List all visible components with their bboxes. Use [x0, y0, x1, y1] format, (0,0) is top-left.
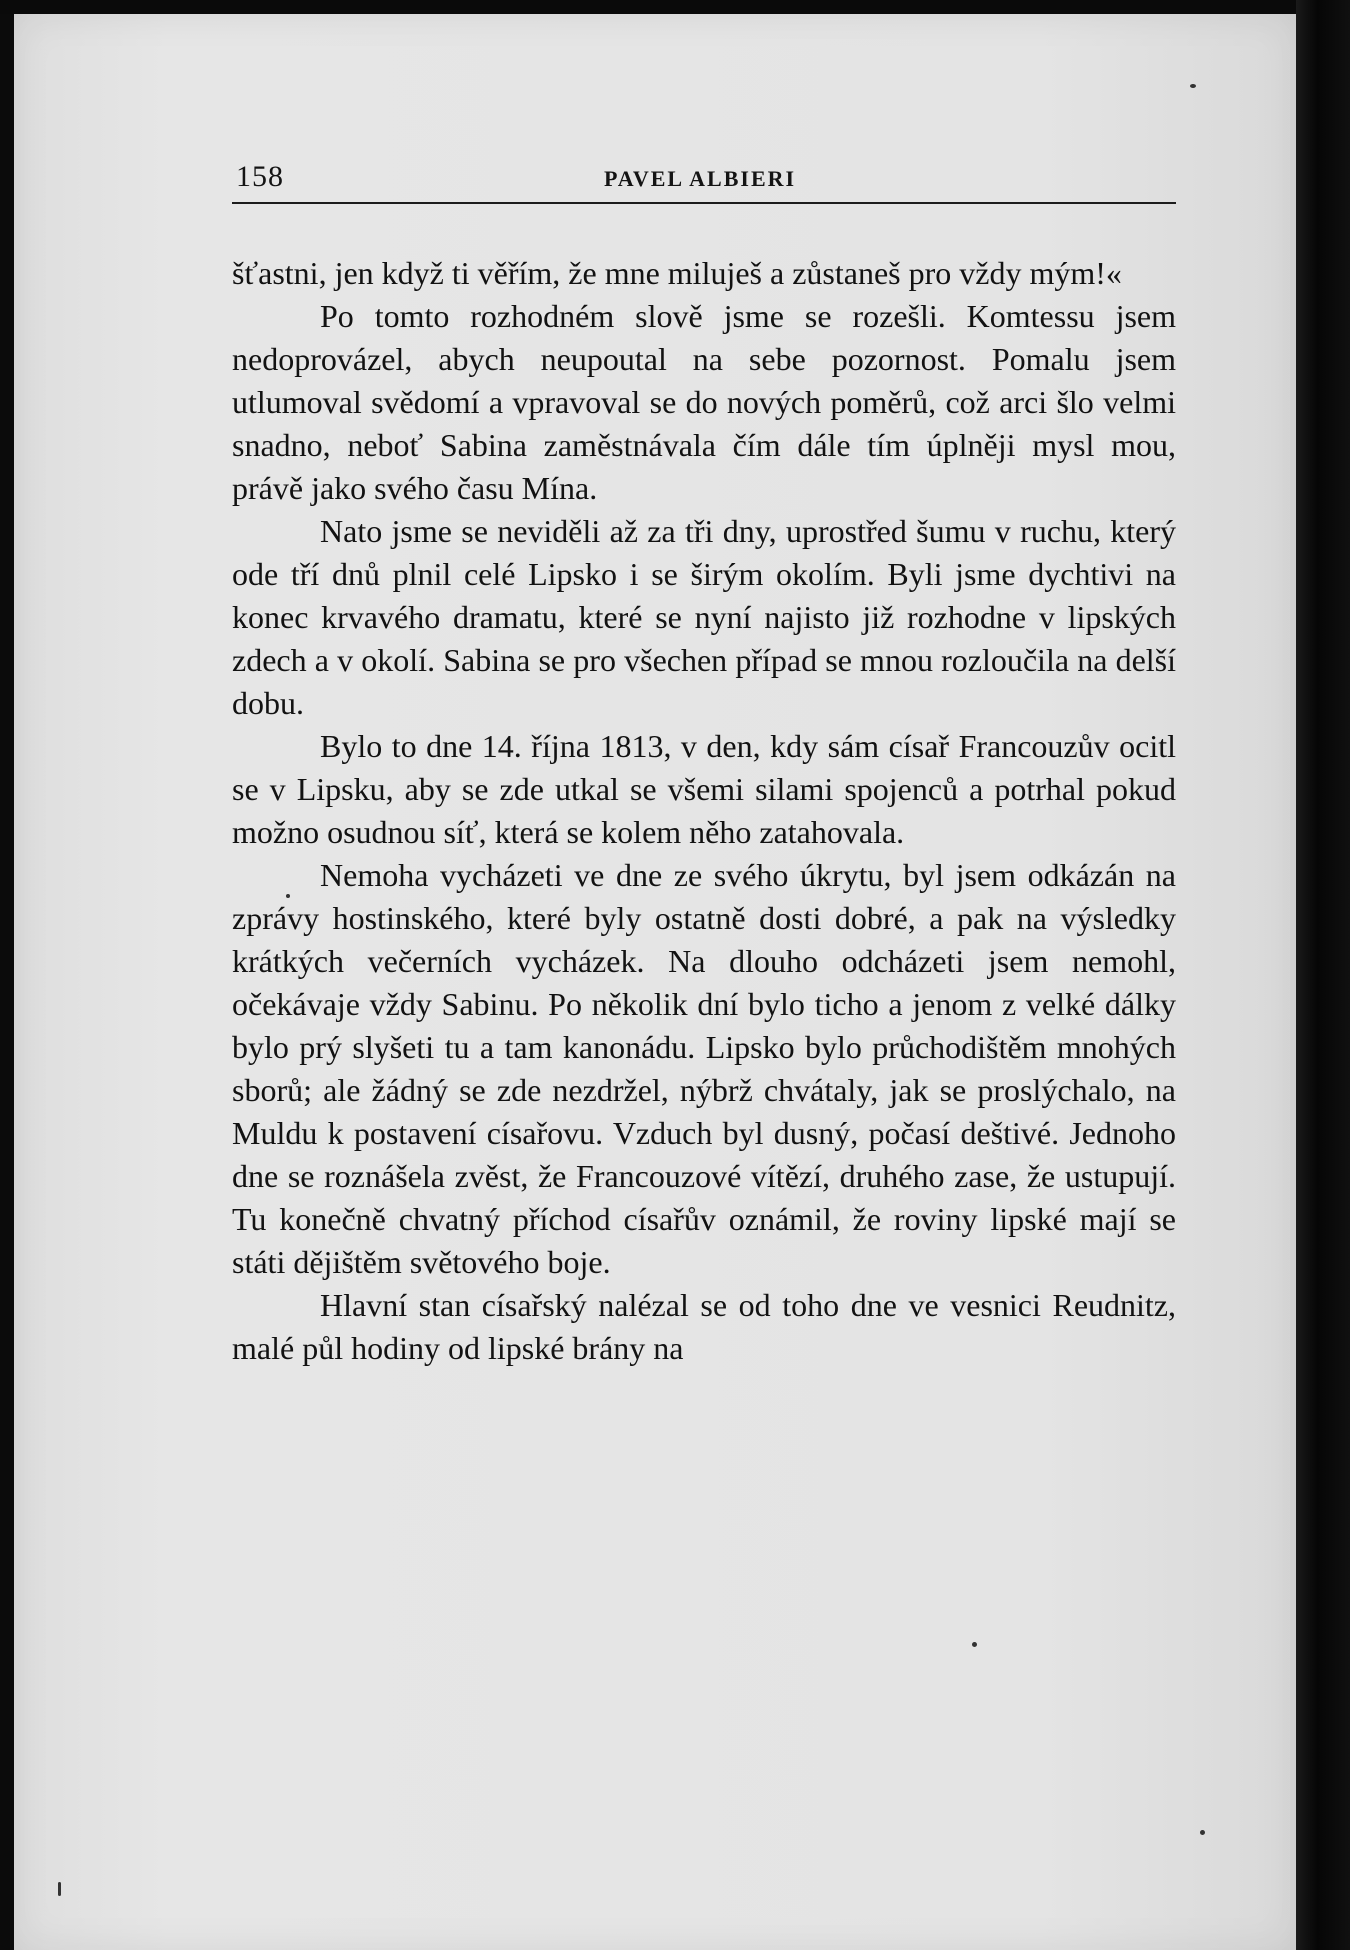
scan-top-border [0, 0, 1350, 14]
body-text [232, 252, 1176, 1370]
paragraph: Bylo to dne 14. října 1813, v den, kdy sám císař Francouzův ocitl se v Lipsku, aby se zde utkal se všemi silami spojenců a potrhal pokud možno osudnou síť, která se kolem něho zatahovala. [232, 728, 1176, 850]
paragraph: Hlavní stan císařský nalézal se od toho dne ve vesnici Reudnitz, malé půl hodiny od lipské brány na [232, 1287, 1176, 1366]
scan-speck [1190, 84, 1196, 88]
running-head: PAVEL ALBIERI [604, 166, 797, 191]
scan-speck [1200, 1830, 1205, 1835]
paragraph: Po tomto rozhodném slově jsme se rozešli. Komtessu jsem nedoprovázel, abych neupoutal na sebe pozornost. Pomalu jsem utlumoval svědomí a vpravoval se do nových poměrů, což arci šlo velmi snadno, neboť Sabina zaměstnávala čím dále tím úplněji mysl mou, právě jako svého času Mína. [232, 298, 1176, 506]
scan-speck [972, 1642, 977, 1647]
page-header [232, 156, 1176, 206]
paragraph: Nemoha vycházeti ve dne ze svého úkrytu, byl jsem odkázán na zprávy hostinského, které byly ostatně dosti dobré, a pak na výsledky krátkých večerních vycházek. Na dlouho odcházeti jsem nemohl, očekávaje vždy Sabinu. Po několik dní bylo ticho a jenom z velké dálky bylo prý slyšeti tu a tam kanonádu. Lipsko bylo průchodištěm mnohých sborů; ale žádný se zde nezdržel, nýbrž chvátaly, jak se proslýchalo, na Muldu k postavení císařovu. Vzduch byl dusný, počasí deštivé. Jednoho dne se roznášela zvěst, že Francouzové vítězí, druhého zase, že ustupují. Tu konečně chvatný příchod císařův oznámil, že roviny lipské mají se státi dějištěm světového boje. [232, 857, 1176, 1280]
paragraph: šťastni, jen když ti věřím, že mne miluješ a zůstaneš pro vždy mým!« [232, 255, 1122, 291]
page-number: 158 [236, 160, 284, 193]
scan-right-border [1296, 0, 1350, 1950]
header-rule [232, 202, 1176, 204]
scan-speck [58, 1882, 61, 1896]
paragraph: Nato jsme se neviděli až za tři dny, uprostřed šumu v ruchu, který ode tří dnů plnil celé Lipsko i se širým okolím. Byli jsme dychtivi na konec krvavého dramatu, které se nyní najisto již rozhodne v lipských zdech a v okolí. Sabina se pro všechen případ se mnou rozloučila na delší dobu. [232, 513, 1176, 721]
